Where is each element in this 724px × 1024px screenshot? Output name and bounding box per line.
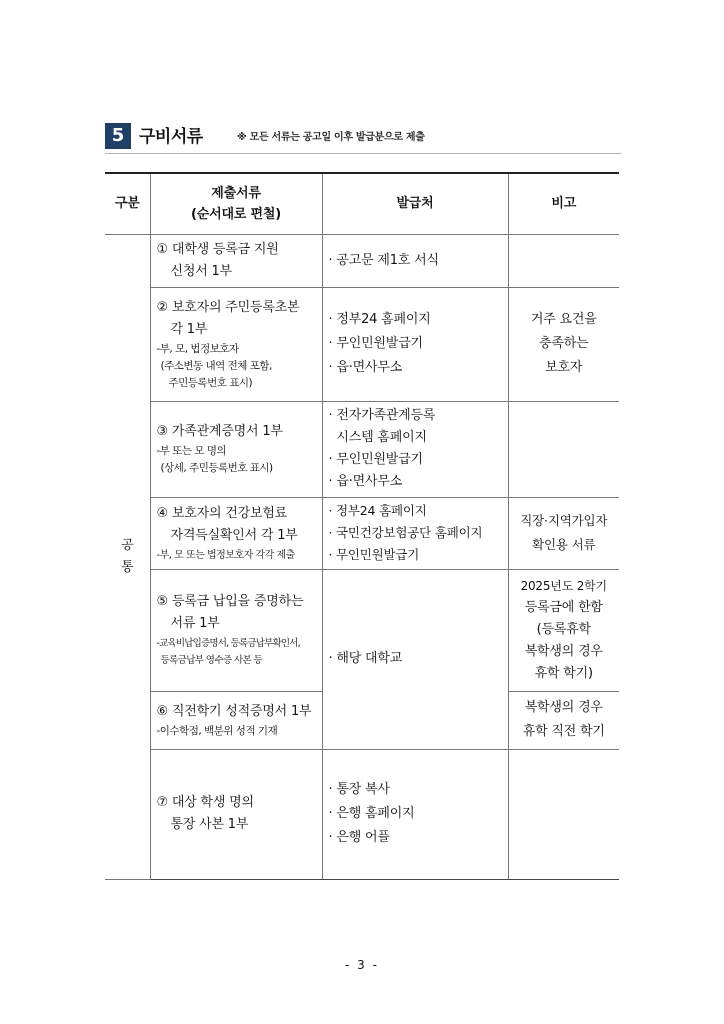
issuer-item: · 무인민원발급기 [328,547,420,562]
issuer-item: · 무인민원발급기 [328,452,423,467]
document-title-cont: 신청서 1부 [170,263,232,279]
document-cell [150,497,322,569]
document-title-cont: 자격득실확인서 각 1부 [170,527,298,543]
table-row [105,234,619,287]
document-title: ② 보호자의 주민등록초본 [156,299,300,315]
document-title: ⑦ 대상 학생 명의 [156,795,254,810]
remarks-cell [508,287,619,401]
remarks-line: 확인용 서류 [532,537,596,552]
header-gubun: 구분 [105,173,150,234]
document-cell [150,691,322,749]
remarks-line: (등록휴학 [536,622,591,637]
document-subnote: 등록금납부 영수증 사본 등 [160,655,263,666]
document-subnote: 주민등록번호 표시) [168,376,253,389]
document-title: ③ 가족관계증명서 1부 [156,424,283,439]
document-cell [150,287,322,401]
remarks-cell [508,401,619,497]
remarks-line: 직장·지역가입자 [520,513,608,528]
document-title: ⑤ 등록금 납입을 증명하는 [156,594,304,609]
issuer-item: · 전자가족관계등록 [328,408,436,423]
section-title: 구비서류 [139,127,203,147]
remarks-cell [508,749,619,879]
section-note: ※ 모든 서류는 공고일 이후 발급분으로 제출 [237,132,425,143]
header-issuer: 발급처 [322,173,508,234]
table-row [105,569,619,691]
document-title-cont: 서류 1부 [170,616,220,631]
document-subnote: -이수학점, 백분위 성적 기재 [156,724,278,737]
remarks-line: 등록금에 한함 [524,600,603,615]
issuer-item: · 정부24 홈페이지 [328,503,427,518]
issuer-item: · 해당 대학교 [328,651,403,666]
table-header-row [105,173,619,234]
document-cell [150,401,322,497]
issuer-cell [322,234,508,287]
document-subnote: -부, 모, 법정보호자 [156,342,239,355]
remarks-cell [508,234,619,287]
remarks-cell [508,497,619,569]
issuer-item: 시스템 홈페이지 [328,430,427,445]
document-cell [150,749,322,879]
remarks-line: 복학생의 경우 [524,700,603,715]
document-subnote: -부, 모 또는 법정보호자 각각 제출 [156,549,295,561]
remarks-line: 휴학 학기) [534,666,593,681]
document-subnote: (주소변동 내역 전체 포함, [160,359,272,372]
issuer-cell [322,749,508,879]
issuer-item: · 은행 홈페이지 [328,806,415,821]
document-title: ⑥ 직전학기 성적증명서 1부 [156,703,312,719]
remarks-line: 2025년도 2학기 [520,579,607,593]
remarks-cell [508,691,619,749]
issuer-item: · 읍·면사무소 [328,474,403,489]
table-row [105,749,619,879]
document-cell [150,234,322,287]
document-title-cont: 각 1부 [170,321,208,337]
table-row [105,287,619,401]
document-title: ① 대학생 등록금 지원 [156,241,279,257]
required-documents-table [105,172,619,880]
issuer-item: · 국민건강보험공단 홈페이지 [328,525,483,540]
document-title: ④ 보호자의 건강보험료 [156,505,288,521]
remarks-line: 충족하는 [539,336,589,351]
issuer-item: · 읍·면사무소 [328,360,403,375]
remarks-line: 보호자 [545,360,583,375]
remarks-cell [508,569,619,691]
issuer-item: · 공고문 제1호 서식 [328,252,439,268]
section-number-badge: 5 [105,123,131,149]
table-row [105,401,619,497]
remarks-line: 복학생의 경우 [524,644,603,659]
header-documents [150,173,322,234]
table-row [105,497,619,569]
issuer-cell [322,569,508,749]
header-documents-line2: (순서대로 편철) [191,206,281,222]
issuer-cell [322,287,508,401]
issuer-item: · 정부24 홈페이지 [328,312,431,327]
gubun-label-line2: 통 [121,559,134,575]
page-number: - 3 - [345,958,379,972]
document-title-cont: 통장 사본 1부 [170,817,249,832]
header-documents-line1: 제출서류 [211,185,261,201]
document-subnote: (상세, 주민등록번호 표시) [160,462,273,474]
issuer-item: · 무인민원발급기 [328,336,423,351]
document-subnote: -부 또는 모 명의 [156,445,227,457]
issuer-item: · 통장 복사 [328,782,390,797]
gubun-label-line1: 공 [121,537,134,553]
issuer-item: · 은행 어플 [328,830,390,845]
remarks-line: 거주 요건을 [530,312,597,327]
document-subnote: -교육비납입증명서, 등록금납부확인서, [156,638,300,649]
issuer-cell [322,401,508,497]
remarks-line: 휴학 직전 학기 [522,724,605,739]
header-remarks: 비고 [508,173,619,234]
section-header [105,123,621,154]
document-cell [150,569,322,691]
issuer-cell [322,497,508,569]
gubun-common-cell [105,234,150,879]
